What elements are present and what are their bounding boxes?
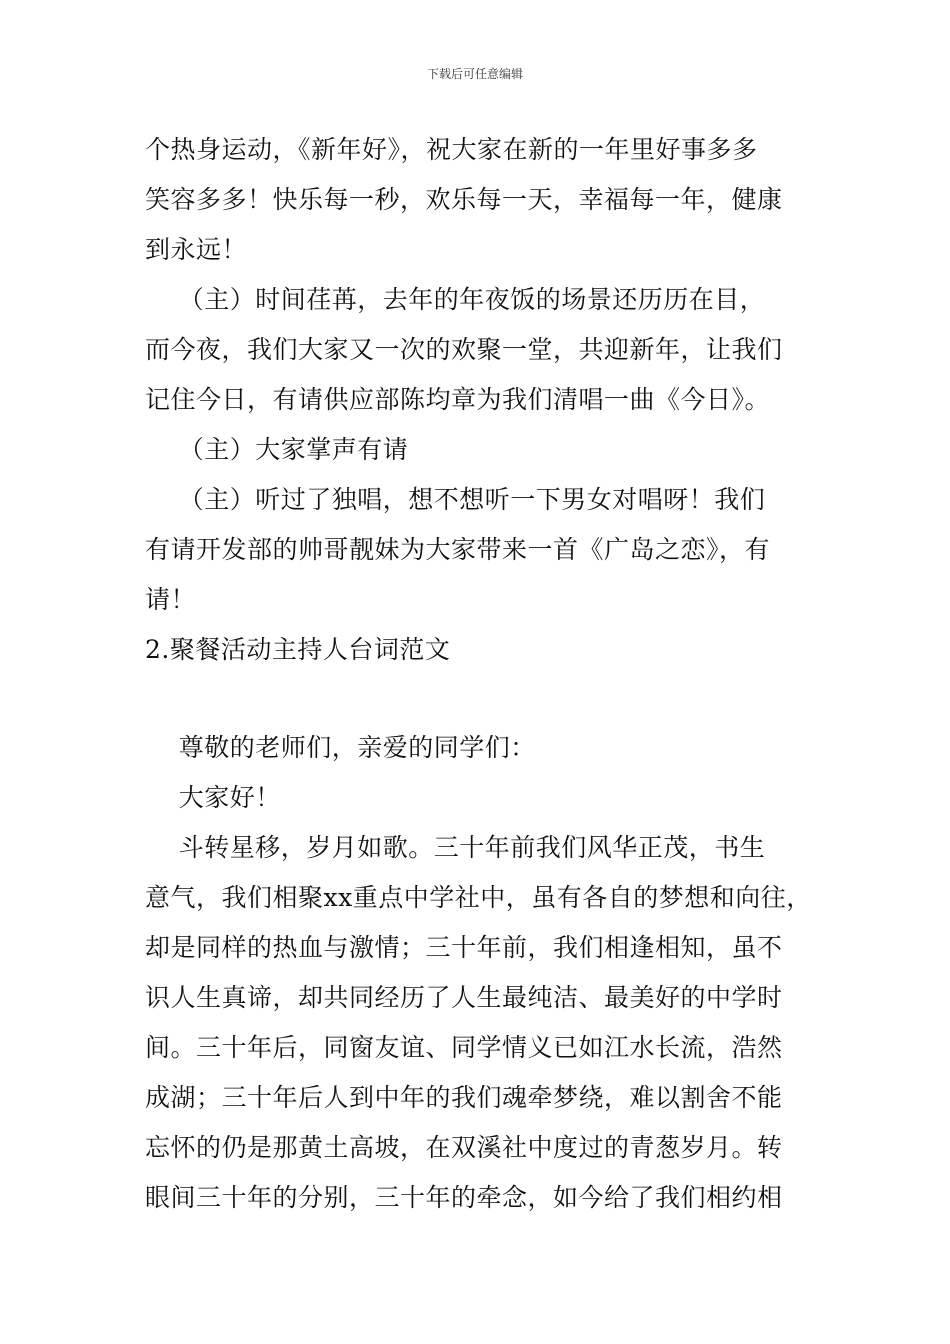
body-line: 记住今日，有请供应部陈均章为我们清唱一曲《今日》。: [145, 385, 771, 414]
section-heading: 2.聚餐活动主持人台词范文: [145, 635, 451, 664]
body-line: 却是同样的热血与激情；三十年前，我们相逢相知，虽不: [145, 933, 783, 962]
body-line: （主）时间荏苒，去年的年夜饭的场景还历历在目，: [145, 285, 766, 314]
body-line: 忘怀的仍是那黄土高坡，在双溪社中度过的青葱岁月。转: [145, 1133, 783, 1162]
body-line: 有请开发部的帅哥靓妹为大家带来一首《广岛之恋》，有: [145, 535, 771, 564]
body-line: （主）听过了独唱，想不想听一下男女对唱呀！我们: [145, 485, 766, 514]
page-header: 下载后可任意编辑: [426, 67, 523, 81]
body-line: （主）大家掌声有请: [145, 435, 409, 464]
salutation-line: 尊敬的老师们，亲爱的同学们：: [145, 733, 536, 762]
document-body: [145, 125, 835, 1223]
body-line: 眼间三十年的分别，三十年的牵念，如今给了我们相约相: [145, 1183, 783, 1212]
body-line: 成湖；三十年后人到中年的我们魂牵梦绕，难以割舍不能: [145, 1083, 783, 1112]
body-line: 个热身运动，《新年好》，祝大家在新的一年里好事多多: [145, 135, 758, 164]
paragraph-gap: [145, 675, 835, 723]
body-line: 识人生真谛，却共同经历了人生最纯洁、最美好的中学时: [145, 983, 783, 1012]
body-line: 斗转星移，岁月如歌。三十年前我们风华正茂，书生: [145, 833, 766, 862]
body-line: 意气，我们相聚xx重点中学社中，虽有各自的梦想和向往，: [145, 883, 812, 912]
body-line: 请！: [145, 585, 197, 614]
greeting-line: 大家好！: [145, 783, 281, 812]
body-line: 间。三十年后，同窗友谊、同学情义已如江水长流，浩然: [145, 1033, 783, 1062]
body-line: 到永远！: [145, 235, 248, 264]
body-line: 笑容多多！快乐每一秒，欢乐每一天，幸福每一年，健康: [145, 185, 783, 214]
body-line: 而今夜，我们大家又一次的欢聚一堂，共迎新年，让我们: [145, 335, 783, 364]
